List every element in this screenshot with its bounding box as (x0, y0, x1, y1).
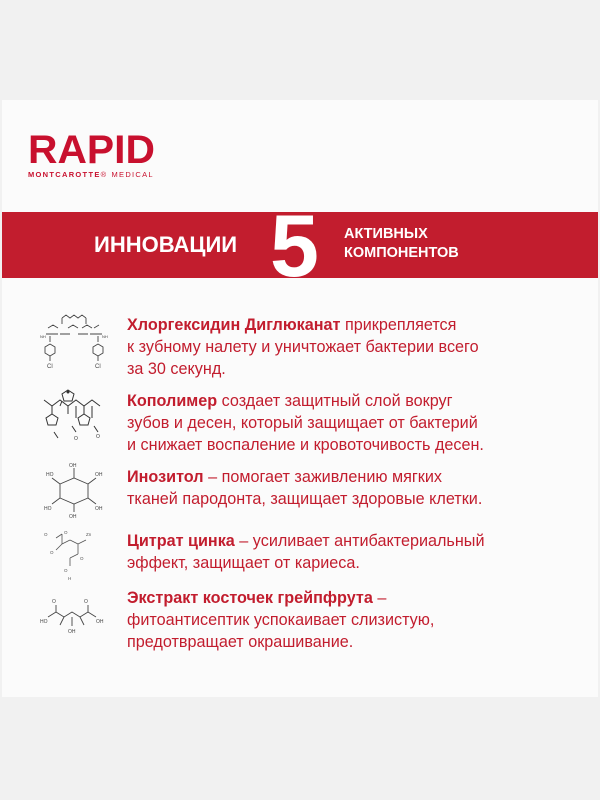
svg-text:O: O (74, 436, 78, 442)
svg-text:O: O (44, 532, 48, 537)
component-text: Кополимер создает защитный слой вокруг зубов и десен, который защищает от бактерий и снижает воспаление и кровоточивость десен. (127, 392, 484, 454)
inositol-structure-icon (38, 460, 108, 520)
component-text: Цитрат цинка – усиливает антибактериальный эффект, защищает от кариеса. (127, 532, 485, 572)
svg-text:NH: NH (102, 334, 108, 339)
svg-text:H: H (68, 576, 72, 581)
svg-text:O: O (64, 530, 68, 535)
svg-text:Cl: Cl (95, 364, 101, 370)
grapefruit-seed-extract-structure-icon (38, 593, 108, 653)
svg-text:Cl: Cl (47, 364, 53, 370)
svg-text:OH: OH (69, 514, 77, 520)
svg-text:OH: OH (96, 619, 104, 625)
svg-text:O: O (84, 599, 88, 605)
zinc-citrate-structure-icon (38, 526, 108, 586)
svg-text:NH: NH (40, 334, 46, 339)
svg-text:O: O (80, 556, 84, 561)
chlorhexidine-structure-icon (38, 314, 108, 374)
banner-title: ИННОВАЦИИ (94, 232, 238, 257)
svg-text:HO: HO (44, 506, 52, 512)
svg-text:O: O (96, 434, 100, 440)
svg-text:OH: OH (68, 629, 76, 635)
svg-text:O: O (50, 550, 54, 555)
svg-text:HO: HO (46, 472, 54, 478)
component-text: Экстракт косточек грейпфрута – фитоантисептик успокаивает слизистую, предотвращает окрашивание. (127, 589, 435, 651)
svg-text:OH: OH (69, 463, 77, 469)
svg-text:OH: OH (95, 472, 103, 478)
svg-text:OH: OH (95, 506, 103, 512)
brand-logo (28, 130, 154, 179)
svg-text:Zn: Zn (86, 532, 92, 537)
brand-name: RAPID (28, 128, 155, 172)
component-text: Хлоргексидин Диглюканат прикрепляется к зубному налету и уничтожает бактерии всего за 30 секунд. (127, 316, 479, 378)
svg-text:HO: HO (40, 619, 48, 625)
innovation-banner (2, 196, 598, 295)
brand-subtitle: MONTCAROTTE® MEDICAL (28, 170, 154, 179)
banner-subtitle: АКТИВНЫХ КОМПОНЕНТОВ (344, 226, 459, 261)
component-text: Инозитол – помогает заживлению мягких тканей пародонта, защищает здоровые клетки. (127, 468, 483, 508)
svg-text:O: O (64, 568, 68, 573)
banner-number: 5 (270, 196, 319, 295)
copolymer-structure-icon (38, 386, 108, 446)
svg-text:O: O (52, 599, 56, 605)
